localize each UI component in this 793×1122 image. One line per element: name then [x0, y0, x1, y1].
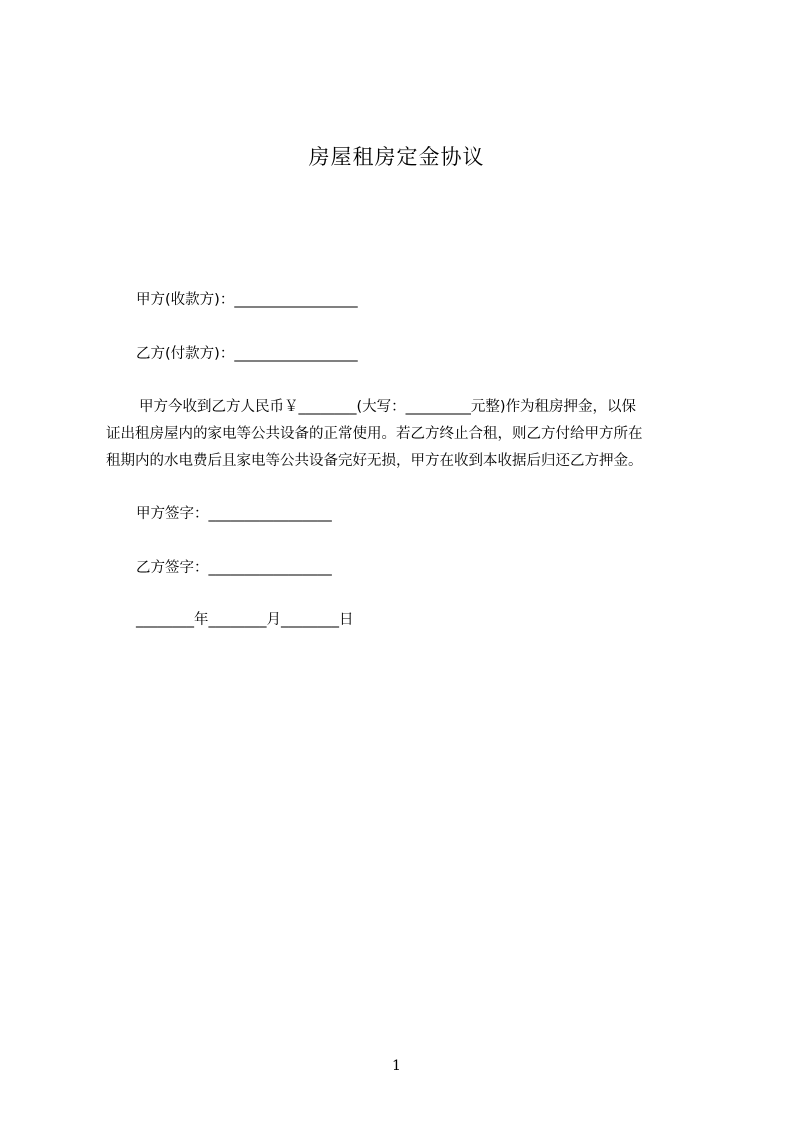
party-b-signature-line: 乙方签字：_________________: [136, 560, 332, 576]
date-line: ________年________月________日: [136, 612, 354, 628]
agreement-paragraph: [106, 394, 706, 475]
paragraph-line-3: 租期内的水电费后且家电等公共设备完好无损，甲方在收到本收据后归还乙方押金。: [106, 453, 643, 469]
party-a-payee-line: 甲方(收款方)：_________________: [136, 292, 358, 308]
document-title: 房屋租房定金协议: [308, 145, 485, 169]
party-b-payer-line: 乙方(付款方)：_________________: [136, 346, 358, 362]
paragraph-line-1: 甲方今收到乙方人民币￥________(大写：_________元整)作为租房押金，以保: [139, 399, 637, 415]
party-a-signature-line: 甲方签字：_________________: [136, 506, 332, 522]
paragraph-line-2: 证出租房屋内的家电等公共设备的正常使用。若乙方终止合租，则乙方付给甲方所在: [106, 426, 643, 442]
page-number: 1: [392, 1058, 401, 1074]
